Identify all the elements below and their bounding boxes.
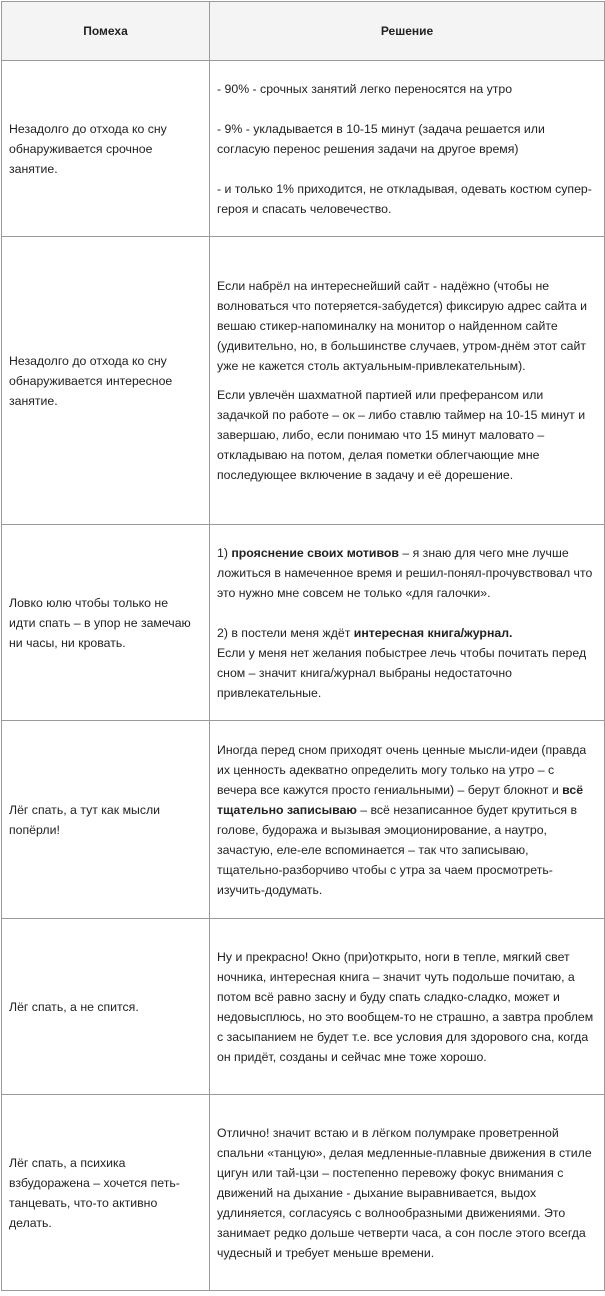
problem-cell: Лёг спать, а психика взбудоражена – хочется петь-танцевать, что-то активно делать. [2, 1095, 210, 1291]
problem-cell: Незадолго до отхода ко сну обнаруживается срочное занятие. [2, 61, 210, 237]
solution-text [217, 623, 594, 643]
solution-text: - 90% - срочных занятий легко переносятся на утро [217, 81, 513, 96]
table-row [2, 1095, 605, 1291]
solution-text: Если набрёл на интереснейший сайт - надёжно (чтобы не волноваться что потеряется-забудется) фиксирую адрес сайта и вешаю стикер-напоминалку на монитор о найденном сайте (удивительно, но, в большинстве случаев, утром-днём этот сайт уже не кажется столь актуальным-привлекательным). [217, 279, 588, 373]
solution-cell [210, 525, 605, 721]
table-header-row [2, 2, 605, 61]
problem-cell: Незадолго до отхода ко сну обнаруживается интересное занятие. [2, 237, 210, 525]
solution-text: Если увлечён шахматной партией или преферансом или задачкой по работе – ок – либо ставлю таймер на 10-15 минут и завершаю, либо, если понимаю что 15 минут маловато – откладываю на потом, делая пометки облегчающие мне последующее включение в задачу и её дорешение. [217, 388, 586, 482]
solution-cell [210, 1095, 605, 1291]
table-row [2, 237, 605, 525]
table-row [2, 721, 605, 919]
solution-text: Ну и прекрасно! Окно (при)открыто, ноги в тепле, мягкий свет ночника, интересная книга – значит чуть подольше почитаю, а потом всё равно засну и буду спать сладко-сладко, может и недовысплюсь, но это вообщем-то не страшно, а завтра проблем с засыпанием не будет т.е. все условия для здорового сна, когда он придёт, созданы и сейчас мне тоже хорошо. [217, 949, 594, 1064]
solution-text-part: 1) [217, 545, 232, 560]
table-row [2, 61, 605, 237]
solution-emphasis: прояснение своих мотивов [231, 545, 399, 560]
solution-text: Отлично! значит встаю и в лёгком полумраке проветренной спальни «танцую», делая медленные-плавные движения в стиле цигун или тай-цзи – постепенно перевожу фокус внимания с движений на дыхание - дыхание выравнивается, выдох удлиняется, согласуясь с волнообразными движениями. Это занимает редко дольше четверти часа, а сон после этого всегда чудесный и требует меньше времени. [217, 1125, 592, 1260]
table-row [2, 919, 605, 1095]
solution-text-part: – я знаю для чего мне лучше ложиться в намеченное время и решил-понял-прочувствовал что это нужно мне совсем не только «для галочки». [217, 545, 593, 600]
solution-text [217, 543, 594, 603]
solution-cell [210, 61, 605, 237]
solution-text [217, 740, 594, 900]
obstacles-table [1, 1, 605, 1291]
table-row [2, 525, 605, 721]
solution-cell [210, 919, 605, 1095]
solution-emphasis: интересная книга/журнал. [353, 625, 513, 640]
solution-text: - 9% - укладывается в 10-15 минут (задача решается или согласую перенос решения задачи на другое время) [217, 121, 545, 156]
solution-emphasis: всё тщательно записываю [217, 782, 584, 817]
header-solution: Решение [210, 2, 605, 61]
problem-cell: Лёг спать, а тут как мысли попёрли! [2, 721, 210, 919]
problem-cell: Ловко юлю чтобы только не идти спать – в упор не замечаю ни часы, ни кровать. [2, 525, 210, 721]
solution-text: - и только 1% приходится, не откладывая, одевать костюм супер-героя и спасать человечество. [217, 181, 592, 216]
problem-cell: Лёг спать, а не спится. [2, 919, 210, 1095]
solution-cell [210, 721, 605, 919]
solution-text-part: 2) в постели меня ждёт [217, 625, 354, 640]
solution-text-part: – всё незаписанное будет крутиться в голове, будоража и вызывая эмоционирование, а наутро, зачастую, еле-еле вспоминается – так что записываю, тщательно-разборчиво чтобы с утра за чаем просмотреть-изучить-додумать. [217, 802, 578, 897]
solution-text: Если у меня нет желания побыстрее лечь чтобы почитать перед сном – значит книга/журнал выбраны недостаточно привлекательные. [217, 645, 587, 700]
solution-text-part: Иногда перед сном приходят очень ценные мысли-идеи (правда их ценность адекватно определить могу только на утро – с вечера все кажутся просто гениальными) – берут блокнот и [217, 742, 587, 797]
header-obstacle: Помеха [2, 2, 210, 61]
solution-cell [210, 237, 605, 525]
